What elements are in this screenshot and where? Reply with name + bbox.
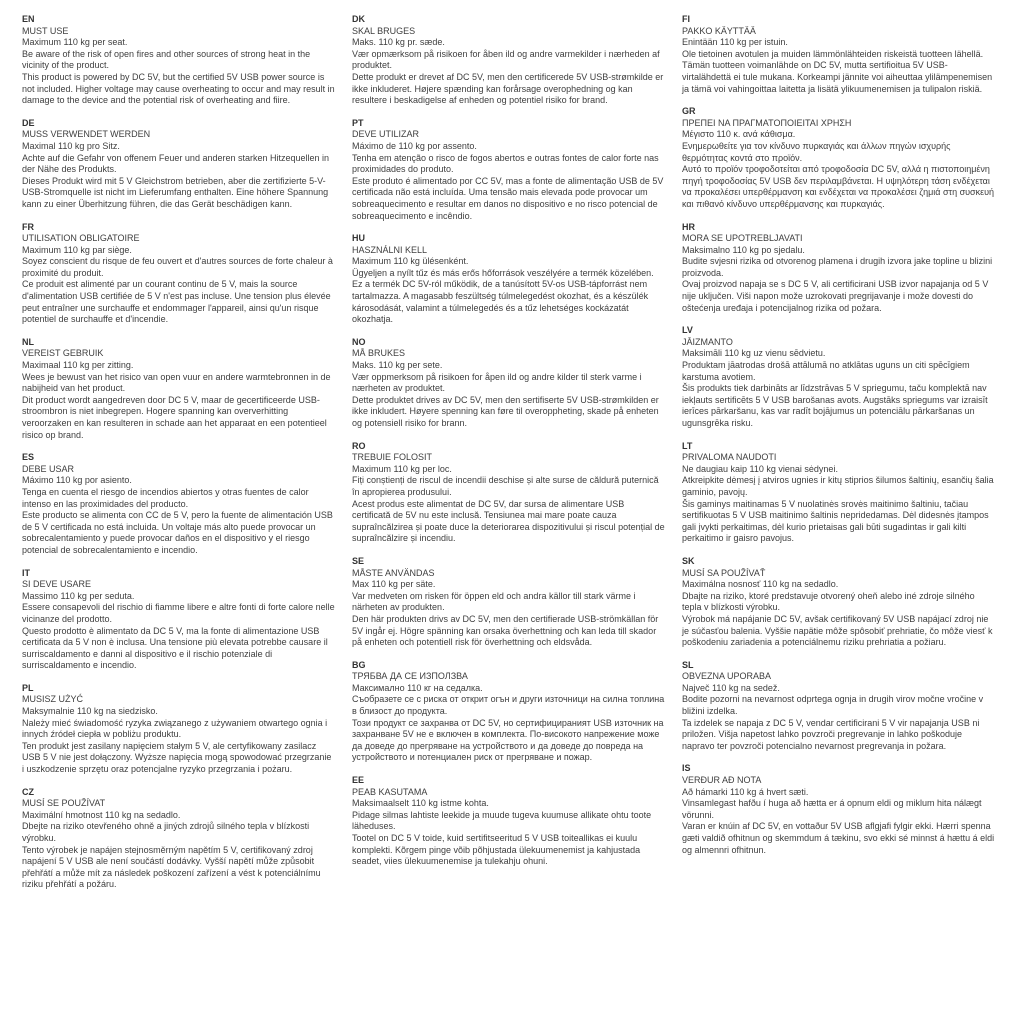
section-title: MUSÍ SE POUŽÍVAT: [22, 798, 106, 809]
section-paragraph: Največ 110 kg na sedež.: [682, 682, 780, 693]
section-paragraph: Maksimāli 110 kg uz vienu sēdvietu.: [682, 348, 826, 359]
language-section-fi: [682, 14, 995, 95]
language-section-pt: [352, 118, 665, 222]
language-code: FI: [682, 14, 690, 24]
language-code: CZ: [22, 786, 34, 797]
section-paragraph: Achte auf die Gefahr von offenem Feuer und anderen starken Hitzequellen in der Nähe des Produkts.: [22, 152, 330, 175]
section-paragraph: Ce produit est alimenté par un courant continu de 5 V, mais la source d'alimentation USB certifiée de 5 V n'est pas incluse. Une tension plus élevée peut entraîner une surchauffe et endommager l'appareil, ainsi qu'un risque potentiel de surchauffe et d'incendie.: [22, 279, 331, 325]
section-paragraph: Maximum 110 kg par siège.: [22, 244, 132, 255]
language-code: PL: [22, 682, 34, 693]
language-code: LT: [682, 440, 693, 451]
language-section-sk: [682, 556, 995, 649]
language-section-it: [22, 568, 335, 672]
section-paragraph: Vinsamlegast hafðu í huga að hætta er á opnum eldi og miklum hita nálægt vörunni.: [682, 798, 982, 820]
section-title: VERÐUR AÐ NOTA: [682, 775, 762, 786]
section-paragraph: Atkreipkite dėmesį į atviros ugnies ir kitų stiprios šilumos šaltinių, esančių šalia gaminio, pavojų.: [682, 475, 994, 497]
section-title: MUSS VERWENDET WERDEN: [22, 129, 151, 140]
section-title: MUSISZ UŻYĆ: [22, 694, 84, 705]
language-section-bg: [352, 660, 665, 764]
language-section-cz: [22, 787, 335, 891]
section-paragraph: Maximálna nosnosť 110 kg na sedadlo.: [682, 579, 839, 590]
section-paragraph: Dbejte na riziko otevřeného ohně a jiných zdrojů silného tepla v blízkosti výrobku.: [22, 821, 310, 843]
section-paragraph: Tämän tuotteen voimanlähde on DC 5V, mutta sertifioitua 5V USB-virtalähdettä ei tule mukana. Korkeampi jännite voi aiheuttaa ylilämpenemisen ja tämä voi vahingoittaa laitetta ja lisätä ylikuumenemisen ja tulipalon riskiä.: [682, 60, 993, 94]
language-section-lv: [682, 325, 995, 429]
section-paragraph: Maximaal 110 kg per zitting.: [22, 360, 134, 371]
section-paragraph: Tenha em atenção o risco de fogos abertos e outras fontes de calor forte nas proximidades do produto.: [352, 152, 659, 175]
language-section-de: [22, 118, 335, 211]
section-paragraph: Tootel on DC 5 V toide, kuid sertifitseeritud 5 V USB toiteallikas ei kuulu komplekti. Kõrgem pinge võib põhjustada ülekuumenemist ja kahjustada seadet, viies ülekuumenemise ja tulekahju ohuni.: [352, 833, 641, 867]
section-paragraph: Este produto é alimentado por CC 5V, mas a fonte de alimentação USB de 5V certificada não está incluída. Uma tensão mais elevada pode provocar um sobreaquecimento e resultar em danos no dispositivo e no risco potencial de sobreaquecimento e incêndio.: [352, 175, 664, 221]
section-paragraph: Съобразете се с риска от открит огън и други източници на силна топлина в близост до продукта.: [352, 694, 665, 717]
section-paragraph: Að hámarki 110 kg á hvert sæti.: [682, 786, 809, 797]
language-code: SE: [352, 555, 365, 566]
language-section-en: [22, 14, 335, 107]
section-paragraph: Dette produktet drives av DC 5V, men den sertifiserte 5V USB-strømkilden er ikke inkludert. Høyere spenning kan føre til overoppheting, skade på enheten og potensiell risiko for brann.: [352, 394, 659, 428]
section-paragraph: Enintään 110 kg per istuin.: [682, 37, 788, 48]
language-section-fr: [22, 222, 335, 326]
section-title: DEBE USAR: [22, 463, 75, 474]
section-paragraph: Šis gaminys maitinamas 5 V nuolatinės srovės maitinimo šaltiniu, tačiau sertifikuotas 5 V USB maitinimo šaltinis nepridedamas. Dėl didesnės įtampos gali įvykti perkaitimas, dėl kurio prietaisas gali būti sugadintas ir gali kilti perkaitimo ir gaisro pavojus.: [682, 498, 989, 544]
language-code: NO: [352, 336, 366, 347]
section-paragraph: Αυτό το προϊόν τροφοδοτείται από τροφοδοσία DC 5V, αλλά η πιστοποιημένη πηγή τροφοδοσίας 5V USB δεν περιλαμβάνεται. Η υψηλότερη τάση ενδέχεται να προκαλέσει υπερθέρμανση και ενδέχεται να προκαλέσει ζημιά στη συσκευή και πιθανό κίνδυνο υπερθέρμανσης και πυρκαγιάς.: [682, 164, 995, 209]
section-title: MÅSTE ANVÄNDAS: [352, 567, 435, 578]
language-section-is: [682, 763, 995, 856]
section-paragraph: Dieses Produkt wird mit 5 V Gleichstrom betrieben, aber die zertifizierte 5-V-USB-Stromquelle ist nicht im Lieferumfang enthalten. Eine höhere Spannung kann zu einer Überhitzung führen, die das Gerät beschädigen kann.: [22, 175, 329, 209]
section-paragraph: Výrobok má napájanie DC 5V, avšak certifikovaný 5V USB napájací zdroj nie je súčasťou balenia. Vyššie napätie môže spôsobiť prehriatie, čo môže viesť k poškodeniu zariadenia a potenciálnemu riziku prehriatia a požiaru.: [682, 613, 993, 648]
section-title: MUST USE: [22, 25, 69, 36]
column-middle: [352, 14, 665, 902]
section-title: PRIVALOMA NAUDOTI: [682, 452, 777, 463]
section-title: MORA SE UPOTREBLJAVATI: [682, 233, 803, 244]
section-paragraph: Maks. 110 kg per sete.: [352, 360, 443, 371]
section-paragraph: Questo prodotto è alimentato da DC 5 V, ma la fonte di alimentazione USB certificata da 5 V non è inclusa. Una tensione più elevata potrebbe causare il surriscaldamento e danni al dispositivo e il rischio potenziale di surriscaldamento e incendio.: [22, 625, 328, 671]
section-paragraph: Maximum 110 kg per seat.: [22, 37, 128, 48]
language-section-gr: [682, 106, 995, 210]
section-title: MÅ BRUKES: [352, 348, 406, 359]
section-paragraph: Wees je bewust van het risico van open vuur en andere warmtebronnen in de nabijheid van het product.: [22, 371, 331, 394]
language-section-ee: [352, 775, 665, 868]
language-code: HU: [352, 233, 365, 244]
language-section-ro: [352, 441, 665, 545]
section-paragraph: Dette produkt er drevet af DC 5V, men den certificerede 5V USB-strømkilde er ikke inkluderet. Højere spænding kan forårsage overophedning og kan resultere i beskadigelse af enheden og potentiel risiko for brand.: [352, 71, 664, 106]
language-code: SL: [682, 659, 694, 670]
language-code: PT: [352, 117, 364, 128]
language-code: DK: [352, 14, 365, 24]
language-section-lt: [682, 441, 995, 545]
language-code: DE: [22, 117, 35, 128]
language-section-se: [352, 556, 665, 649]
section-paragraph: This product is powered by DC 5V, but the certified 5V USB power source is not included. Higher voltage may cause overheating to occur and may result in damage to the device and the potential risk of overheating and fiire.: [22, 71, 335, 106]
section-title: VEREIST GEBRUIK: [22, 348, 104, 359]
section-paragraph: Den här produkten drivs av DC 5V, men den certifierade USB-strömkällan för 5V ingår ej. Högre spänning kan orsaka överhettning och kan leda till skador på enheten och potentiell risk för överhettning och eldsvåda.: [352, 613, 659, 648]
language-code: RO: [352, 440, 366, 451]
section-paragraph: Šis produkts tiek darbināts ar līdzstrāvas 5 V spriegumu, taču komplektā nav iekļauts sertificēts 5 V USB barošanas avots. Augstāks spriegums var izraisīt ierīces pārkaršanu, kas var radīt bojājumus un potenciālu pārkaršanas un ugunsgrēka risku.: [682, 383, 988, 428]
language-section-nl: [22, 337, 335, 441]
section-paragraph: Este producto se alimenta con CC de 5 V, pero la fuente de alimentación USB de 5 V certificada no está incluida. Un voltaje más alto puede provocar un sobrecalentamiento y puede provocar daños en el dispositivo y el riesgo potencial de sobrecalentamiento e incendio.: [22, 510, 333, 555]
section-paragraph: Tento výrobek je napájen stejnosměrným napětím 5 V, certifikovaný zdroj napájení 5 V USB ale není součástí dodávky. Vyšší napětí může způsobit přehřátí a může mít za následek poškození zařízení a vést k potenciálnímu riziku přehřátí a požáru.: [22, 844, 321, 890]
language-section-no: [352, 337, 665, 430]
section-paragraph: Maksimalno 110 kg po sjedalu.: [682, 244, 805, 255]
section-paragraph: Dit product wordt aangedreven door DC 5 V, maar de gecertificeerde USB-stroombron is niet inbegrepen. Hogere spanning kan oververhitting veroorzaken en kan resulteren in schade aan het apparaat en een potentieel risico op brand.: [22, 394, 327, 440]
language-code: HR: [682, 221, 695, 232]
section-title: MUSÍ SA POUŽÍVAŤ: [682, 567, 766, 578]
language-section-pl: [22, 683, 335, 776]
section-paragraph: Maks. 110 kg pr. sæde.: [352, 37, 445, 48]
section-paragraph: Budite svjesni rizika od otvorenog plamena i drugih izvora jake topline u blizini proizvoda.: [682, 256, 993, 278]
section-paragraph: Acest produs este alimentat de DC 5V, dar sursa de alimentare USB certificată de 5V nu este inclusă. Tensiunea mai mare poate cauza supraîncălzirea și poate duce la deteriorarea dispozitivului și riscul potențial de supraîncălzire și incendiu.: [352, 498, 665, 544]
section-paragraph: Maksymalnie 110 kg na siedzisko.: [22, 706, 158, 717]
section-title: SI DEVE USARE: [22, 579, 92, 590]
section-paragraph: Maximum 110 kg ülésenként.: [352, 256, 469, 267]
section-paragraph: Essere consapevoli del rischio di fiamme libere e altre fonti di forte calore nelle vicinanze del prodotto.: [22, 602, 335, 624]
section-paragraph: Ten produkt jest zasilany napięciem stałym 5 V, ale certyfikowany zasilacz USB 5 V nie jest dołączony. Wyższe napięcia mogą spowodować przegrzanie i uszkodzenie sprzętu oraz potencjalne ryzyko przegrzania i pożaru.: [22, 740, 332, 775]
section-paragraph: Max 110 kg per säte.: [352, 579, 436, 590]
section-title: SKAL BRUGES: [352, 25, 416, 36]
section-paragraph: Този продукт се захранва от DC 5V, но сертифицираният USB източник на захранване 5V не е включен в комплекта. По-високото напрежение може да доведе до прегряване на устройството и да доведе до повреда на устройството и потенциален риск от прегряване и пожар.: [352, 717, 664, 763]
section-paragraph: Produktam jāatrodas drošā attālumā no atklātas uguns un citi spēcīgiem karstuma avotiem.: [682, 360, 970, 382]
section-paragraph: Ενημερωθείτε για τον κίνδυνο πυρκαγιάς και άλλων πηγών ισχυρής θερμότητας κοντά στο προϊόν.: [682, 140, 951, 163]
language-code: BG: [352, 659, 366, 670]
section-paragraph: Máximo 110 kg por asiento.: [22, 475, 132, 486]
language-code: IT: [22, 567, 30, 578]
section-paragraph: Ez a termék DC 5V-ról működik, de a tanúsított 5V-os USB-tápforrást nem tartalmazza. A magasabb feszültség túlmelegedést okozhat, és a készülék károsodását, valamint a túlmelegedés és a tűz lehetséges kockázatát okozhatja.: [352, 279, 649, 325]
language-code: GR: [682, 106, 696, 117]
section-paragraph: Tenga en cuenta el riesgo de incendios abiertos y otras fuentes de calor intenso en las proximidades del producto.: [22, 486, 309, 509]
language-section-sl: [682, 660, 995, 753]
section-paragraph: Μέγιστο 110 κ. ανά κάθισμα.: [682, 129, 796, 140]
section-paragraph: Fiți conștienți de riscul de incendii deschise și alte surse de căldură puternică în apropierea produsului.: [352, 475, 659, 497]
section-paragraph: Maximum 110 kg per loc.: [352, 463, 452, 474]
section-paragraph: Максимално 110 кг на седалка.: [352, 682, 483, 693]
section-paragraph: Ole tietoinen avotulen ja muiden lämmönlähteiden riskeistä tuotteen lähellä.: [682, 48, 984, 59]
language-section-es: [22, 452, 335, 556]
language-section-dk: [352, 14, 665, 107]
section-paragraph: Ügyeljen a nyílt tűz és más erős hőforrások veszélyére a termék közelében.: [352, 267, 654, 278]
section-title: TREBUIE FOLOSIT: [352, 452, 433, 463]
section-paragraph: Var medveten om risken för öppen eld och andra källor till stark värme i närheten av produkten.: [352, 590, 636, 613]
language-code: LV: [682, 325, 693, 336]
language-code: SK: [682, 555, 695, 566]
section-paragraph: Vær oppmerksom på risikoen for åpen ild og andre kilder til sterk varme i nærheten av produktet.: [352, 371, 642, 394]
language-code: FR: [22, 221, 34, 232]
section-title: ТРЯБВА ДА СЕ ИЗПОЛЗВА: [352, 671, 468, 682]
section-title: PEAB KASUTAMA: [352, 786, 428, 797]
language-code: EE: [352, 775, 365, 786]
section-paragraph: Pidage silmas lahtiste leekide ja muude tugeva kuumuse allikate ohtu toote läheduses.: [352, 809, 652, 832]
section-paragraph: Soyez conscient du risque de feu ouvert et d'autres sources de forte chaleur à proximité du produit.: [22, 256, 333, 278]
language-section-hr: [682, 222, 995, 315]
section-paragraph: Varan er knúin af DC 5V, en vottaður 5V USB aflgjafi fylgir ekki. Hærri spenna gæti valdið ofhitnun og skemmdum á tækinu, svo ekki sé minnst á hættu á eldi og almennri ofhitnun.: [682, 821, 995, 855]
section-paragraph: Bodite pozorni na nevarnost odprtega ognja in drugih virov močne vročine v bližini izdelka.: [682, 694, 984, 717]
section-paragraph: Ovaj proizvod napaja se s DC 5 V, ali certificirani USB izvor napajanja od 5 V nije uključen. Viši napon može uzrokovati pregrijavanje i može dovesti do oštećenja uređaja i potencijalnog rizika od požara.: [682, 279, 989, 313]
section-title: JĀIZMANTO: [682, 336, 733, 347]
language-code: EN: [22, 14, 35, 24]
language-section-hu: [352, 233, 665, 326]
section-paragraph: Vær opmærksom på risikoen for åben ild og andre varmekilder i nærheden af produktet.: [352, 48, 660, 71]
section-title: OBVEZNA UPORABA: [682, 671, 772, 682]
section-paragraph: Maximal 110 kg pro Sitz.: [22, 140, 120, 151]
section-paragraph: Ta izdelek se napaja z DC 5 V, vendar certificirani 5 V vir napajanja USB ni priložen. Višja napetost lahko povzroči pregrevanje in lahko poškoduje napravo ter povzroči potencialno nevarnost pregrevanja in požara.: [682, 717, 980, 751]
section-title: HASZNÁLNI KELL: [352, 244, 428, 255]
language-code: IS: [682, 763, 691, 774]
section-title: PAKKO KÄYTTÄÄ: [682, 25, 756, 36]
section-paragraph: Be aware of the risk of open fires and other sources of strong heat in the vicinity of the product.: [22, 48, 311, 71]
section-title: ΠΡΕΠΕΙ ΝΑ ΠΡΑΓΜΑΤΟΠΟΙΕΙΤΑΙ ΧΡΗΣΗ: [682, 117, 852, 128]
section-paragraph: Maksimaalselt 110 kg istme kohta.: [352, 798, 489, 809]
language-code: ES: [22, 452, 35, 463]
section-paragraph: Ne daugiau kaip 110 kg vienai sėdynei.: [682, 463, 838, 474]
section-title: UTILISATION OBLIGATOIRE: [22, 233, 140, 244]
section-paragraph: Dbajte na riziko, ktoré predstavuje otvorený oheň alebo iné zdroje silného tepla v blízkosti výrobku.: [682, 590, 975, 613]
section-title: DEVE UTILIZAR: [352, 129, 420, 140]
language-code: NL: [22, 336, 34, 347]
section-paragraph: Massimo 110 kg per seduta.: [22, 590, 135, 601]
section-paragraph: Máximo de 110 kg por assento.: [352, 140, 477, 151]
section-paragraph: Maximální hmotnost 110 kg na sedadlo.: [22, 809, 181, 820]
section-paragraph: Należy mieć świadomość ryzyka związanego z używaniem otwartego ognia i innych źródeł ciepła w pobliżu produktu.: [22, 717, 328, 740]
column-left: [22, 14, 335, 902]
column-right: [682, 14, 995, 902]
